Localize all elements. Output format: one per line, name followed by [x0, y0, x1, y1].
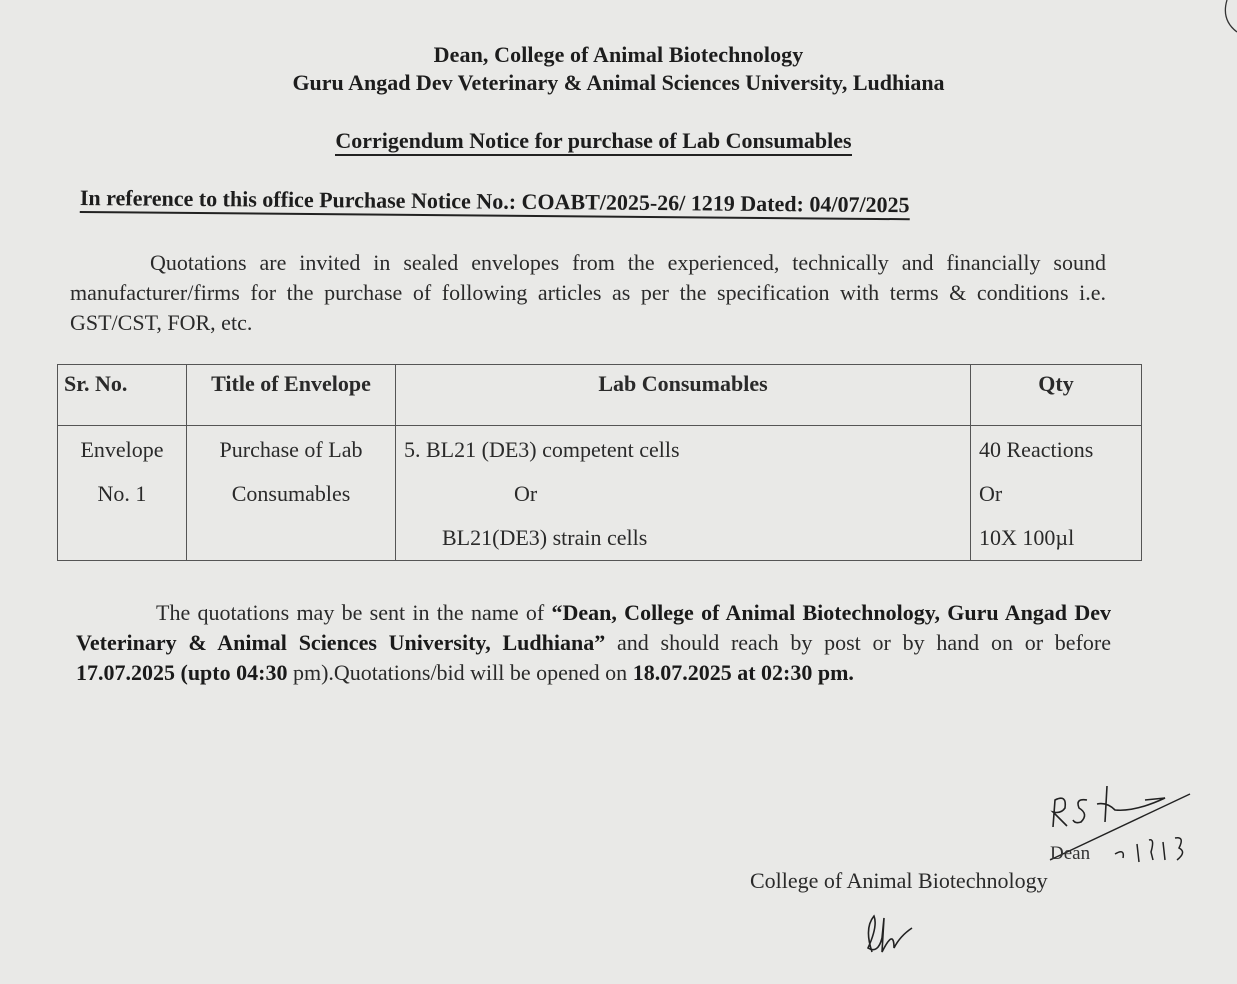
closing-text-3: pm).Quotations/bid will be opened on	[287, 660, 633, 685]
opening-datetime: 18.07.2025 at 02:30 pm.	[632, 660, 854, 685]
consumable-alternative: BL21(DE3) strain cells	[442, 525, 648, 550]
qty-alternative: 10X 100µl	[979, 525, 1075, 550]
intro-paragraph: Quotations are invited in sealed envelopes from the experienced, technically and financially sound manufacturer/firms for the purchase of following articles as per the specification with terms & conditions i.e. GST/CST, FOR, etc.	[70, 250, 1106, 335]
header-dean-title: Dean, College of Animal Biotechnology	[433, 42, 804, 67]
reference-line	[80, 185, 1100, 220]
table-row	[58, 426, 1142, 561]
header-university-name: Guru Angad Dev Veterinary & Animal Sciences University, Ludhiana	[292, 70, 945, 95]
closing-paragraph	[76, 598, 1111, 688]
col-header-sr-no: Sr. No.	[58, 365, 187, 426]
cell-qty	[971, 426, 1142, 561]
cell-consumables	[396, 426, 971, 561]
dean-label: Dean	[1050, 843, 1091, 864]
initials-signature	[860, 908, 930, 958]
addressee-name: “Dean, College of Animal Biotechnology, Guru Angad Dev Veterinary & Animal Sciences University, Ludhiana”	[76, 600, 1111, 655]
col-header-title: Title of Envelope	[187, 365, 396, 426]
due-date: 17.07.2025	[76, 660, 175, 685]
notice-subject-text: Corrigendum Notice for purchase of Lab Consumables	[335, 128, 851, 156]
consumable-item: 5. BL21 (DE3) competent cells	[404, 437, 680, 462]
cell-envelope-title: Purchase of Lab Consumables	[187, 426, 396, 561]
due-time: (upto 04:30	[180, 660, 288, 685]
qty-primary: 40 Reactions	[979, 437, 1094, 462]
closing-text-2: and should reach by post or by hand on or before	[605, 630, 1111, 655]
col-header-qty: Qty	[971, 365, 1142, 426]
reference-text: In reference to this office Purchase Notice No.: COABT/2025-26/ 1219 Dated: 04/07/2025	[80, 185, 910, 220]
col-header-consumables: Lab Consumables	[396, 365, 971, 426]
cell-sr-no: Envelope No. 1	[58, 426, 187, 561]
table-header-row	[58, 365, 1142, 426]
closing-text-1: The quotations may be sent in the name of	[156, 600, 552, 625]
college-label: College of Animal Biotechnology	[750, 868, 1048, 893]
consumables-table	[57, 364, 1142, 561]
consumable-or: Or	[514, 481, 538, 506]
notice-subject	[0, 128, 1187, 154]
qty-or: Or	[979, 481, 1003, 506]
